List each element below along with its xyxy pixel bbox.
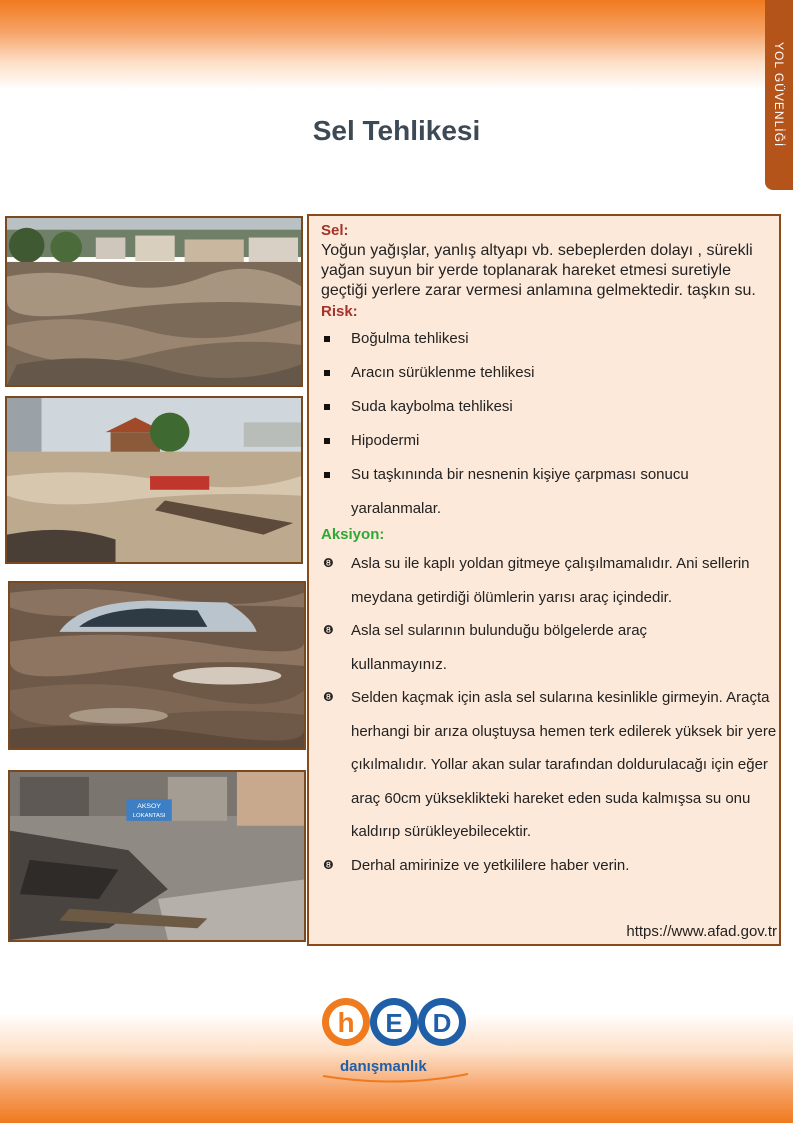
action-heading: Aksiyon: bbox=[321, 526, 385, 543]
definition-text: Yoğun yağışlar, yanlış altyapı vb. sebeplerden dolayı , sürekli yağan suyun bir yerde toplanarak hareket etmesi suretiyle geçtiği yerlere zarar vermesi anlamına gelmektedir. taşkın su. bbox=[321, 242, 756, 299]
definition-heading: Sel: bbox=[321, 222, 349, 239]
risk-item: Aracın sürüklenme tehlikesi bbox=[321, 356, 773, 390]
flooded-street-photo bbox=[5, 396, 303, 564]
risk-item: Su taşkınında bir nesnenin kişiye çarpması sonucu yaralanmalar. bbox=[321, 458, 731, 526]
flood-debris-photo bbox=[8, 770, 306, 942]
action-bullet-icon: ❽ bbox=[323, 623, 334, 637]
svg-text:h: h bbox=[337, 1007, 355, 1038]
action-list bbox=[321, 547, 777, 882]
shop-sign-line2: LOKANTASI bbox=[132, 812, 166, 819]
action-item bbox=[321, 681, 781, 849]
action-text: Selden kaçmak için asla sel sularına kesinlikle girmeyin. Araçta herhangi bir arıza oluştuysa hemen terk edilerek yüksek bir yere çıkılmalıdır. Yollar akan sular tarafından doldurulacağı için eğer araç 60cm yükseklikteki hareket eden suda kalmışsa su onu kaldırıp sürükleyebilecektir. bbox=[351, 689, 777, 840]
page-title: Sel Tehlikesi bbox=[312, 115, 481, 146]
action-bullet-icon: ❽ bbox=[323, 556, 334, 570]
risk-item: Boğulma tehlikesi bbox=[321, 322, 773, 356]
risk-item: Hipodermi bbox=[321, 424, 773, 458]
submerged-car-photo bbox=[8, 581, 306, 750]
risk-item: Suda kaybolma tehlikesi bbox=[321, 390, 773, 424]
action-text: Derhal amirinize ve yetkililere haber verin. bbox=[351, 856, 630, 874]
shop-sign-line1: AKSOY bbox=[137, 803, 161, 811]
action-item bbox=[321, 849, 773, 883]
flood-river-photo bbox=[5, 216, 303, 387]
side-tab-road-safety bbox=[765, 0, 793, 190]
action-text: Asla su ile kaplı yoldan gitmeye çalışılmamalıdır. Ani sellerin meydana getirdiği ölümlerin yarısı araç içindedir. bbox=[351, 555, 750, 606]
action-item bbox=[321, 547, 781, 614]
svg-text:E: E bbox=[385, 1008, 403, 1038]
top-gradient-band bbox=[0, 0, 793, 90]
source-link[interactable]: https://www.afad.gov.tr bbox=[626, 923, 777, 940]
risk-list bbox=[321, 322, 773, 526]
risk-heading: Risk: bbox=[321, 303, 358, 320]
action-item bbox=[321, 614, 731, 681]
action-bullet-icon: ❽ bbox=[323, 857, 334, 872]
side-tab-label: YOL GÜVENLİĞİ bbox=[772, 42, 786, 148]
logo-caption: danışmanlık bbox=[340, 1058, 427, 1075]
info-panel bbox=[307, 214, 781, 946]
svg-text:D: D bbox=[432, 1008, 452, 1038]
action-bullet-icon: ❽ bbox=[323, 690, 334, 704]
action-text: Asla sel sularının bulunduğu bölgelerde araç kullanmayınız. bbox=[351, 622, 648, 673]
